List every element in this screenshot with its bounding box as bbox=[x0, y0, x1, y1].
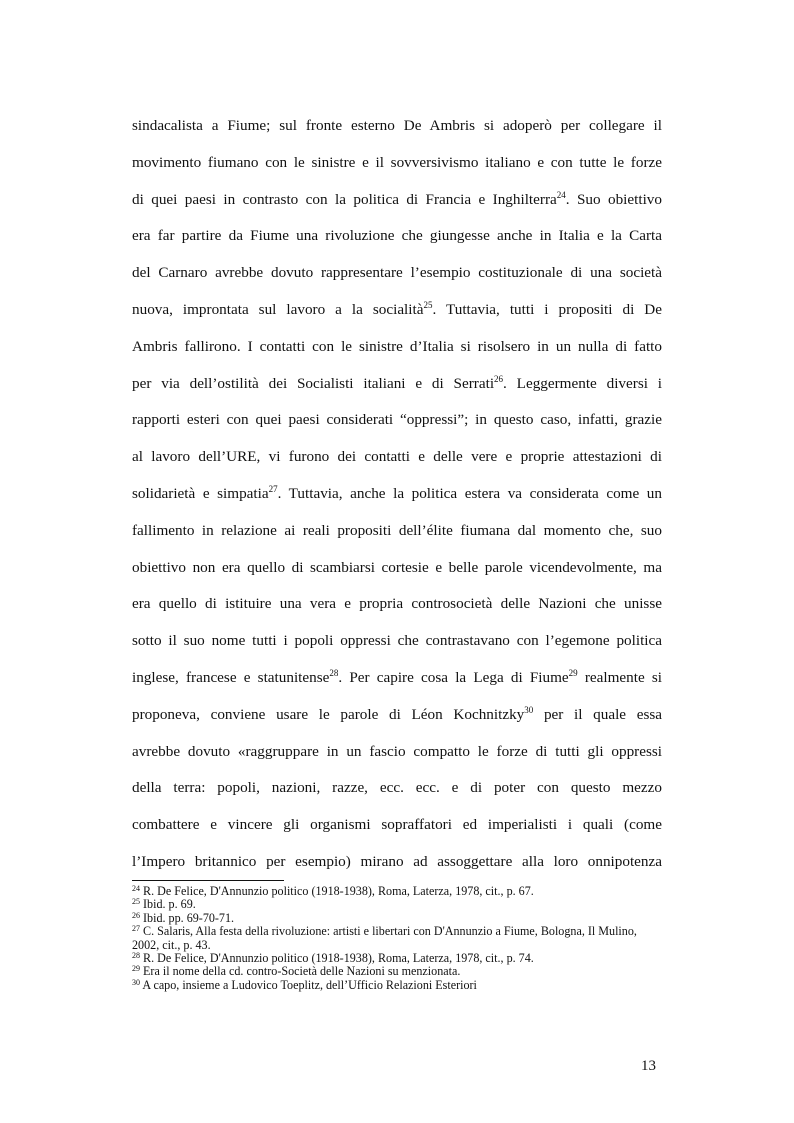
footnote-number: 30 bbox=[132, 977, 140, 987]
line-text: . Tuttavia, tutti i propositi di De bbox=[432, 300, 662, 318]
footnote bbox=[132, 898, 667, 911]
footnote-number: 25 bbox=[132, 897, 140, 907]
line-text: Ambris fallirono. I contatti con le sinistre d’Italia si risolsero in un nulla di fatto bbox=[132, 337, 662, 355]
body-line bbox=[132, 329, 662, 366]
body-line bbox=[132, 734, 662, 771]
line-text: . Tuttavia, anche la politica estera va considerata come un bbox=[277, 484, 662, 502]
footnote bbox=[132, 885, 667, 898]
footnote-separator bbox=[132, 880, 284, 881]
line-text: avrebbe dovuto «raggruppare in un fascio compatto le forze di tutti gli oppressi bbox=[132, 742, 662, 760]
footnote-reference: 25 bbox=[423, 299, 433, 310]
footnote-text: Ibid. pp. 69-70-71. bbox=[140, 910, 235, 925]
line-text: realmente si bbox=[577, 668, 663, 686]
page-number: 13 bbox=[641, 1058, 656, 1074]
line-text: della terra: popoli, nazioni, razze, ecc. ecc. e di poter con questo mezzo bbox=[132, 779, 662, 797]
body-text bbox=[132, 108, 662, 881]
footnotes bbox=[132, 885, 667, 992]
body-line bbox=[132, 439, 662, 476]
line-text: al lavoro dell’URE, vi furono dei contatti e delle vere e proprie attestazioni di bbox=[132, 448, 662, 466]
footnote-number: 26 bbox=[132, 910, 140, 920]
line-text: fallimento in relazione ai reali propositi dell’élite fiumana dal momento che, suo bbox=[132, 521, 662, 539]
body-line bbox=[132, 660, 662, 697]
body-line bbox=[132, 108, 662, 145]
footnote-text: R. De Felice, D'Annunzio politico (1918-1938), Roma, Laterza, 1978, cit., p. 74. bbox=[140, 951, 534, 966]
body-line bbox=[132, 586, 662, 623]
line-text: inglese, francese e statunitense bbox=[132, 668, 330, 686]
footnote-reference: 27 bbox=[268, 483, 278, 494]
footnote-number: 24 bbox=[132, 884, 140, 893]
footnote-reference: 28 bbox=[329, 667, 339, 678]
footnote bbox=[132, 952, 667, 965]
line-text: sotto il suo nome tutti i popoli oppressi che contrastavano con l’egemone politica bbox=[132, 632, 662, 650]
body-line bbox=[132, 770, 662, 807]
line-text: era far partire da Fiume una rivoluzione che giungesse anche in Italia e la Carta bbox=[132, 227, 662, 245]
body-line bbox=[132, 366, 662, 403]
footnote-text: R. De Felice, D'Annunzio politico (1918-1938), Roma, Laterza, 1978, cit., p. 67. bbox=[140, 884, 534, 898]
body-line bbox=[132, 807, 662, 844]
body-line bbox=[132, 402, 662, 439]
body-line bbox=[132, 218, 662, 255]
line-text: . Per capire cosa la Lega di Fiume bbox=[338, 668, 569, 686]
footnote-reference: 29 bbox=[568, 667, 578, 678]
footnote-number: 28 bbox=[132, 951, 140, 961]
body-line bbox=[132, 550, 662, 587]
line-text: . Suo obiettivo bbox=[565, 190, 662, 208]
line-text: sindacalista a Fiume; sul fronte esterno De Ambris si adoperò per collegare il bbox=[132, 117, 662, 134]
body-line bbox=[132, 182, 662, 219]
line-text: nuova, improntata sul lavoro a la socialità bbox=[132, 300, 424, 318]
line-text: proponeva, conviene usare le parole di Léon Kochnitzky bbox=[132, 705, 525, 723]
footnote bbox=[132, 912, 667, 925]
footnote bbox=[132, 925, 667, 952]
line-text: per il quale essa bbox=[533, 705, 663, 723]
footnote-text: Era il nome della cd. contro-Società delle Nazioni su menzionata. bbox=[140, 964, 461, 979]
body-line bbox=[132, 145, 662, 182]
line-text: rapporti esteri con quei paesi considerati “oppressi”; in questo caso, infatti, grazie bbox=[132, 411, 662, 429]
footnote bbox=[132, 965, 667, 978]
footnote-number: 27 bbox=[132, 924, 140, 934]
line-text: solidarietà e simpatia bbox=[132, 484, 269, 502]
body-line bbox=[132, 623, 662, 660]
footnote-number: 29 bbox=[132, 964, 140, 974]
line-text: movimento fiumano con le sinistre e il sovversivismo italiano e con tutte le forze bbox=[132, 153, 662, 171]
line-text: l’Impero britannico per esempio) mirano ad assoggettare alla loro onnipotenza bbox=[132, 852, 662, 870]
line-text: . Leggermente diversi i bbox=[503, 374, 662, 392]
line-text: era quello di istituire una vera e propria controsocietà delle Nazioni che unisse bbox=[132, 595, 662, 613]
body-line bbox=[132, 255, 662, 292]
footnote-text: A capo, insieme a Ludovico Toeplitz, dell’Ufficio Relazioni Esteriori bbox=[140, 977, 477, 992]
line-text: di quei paesi in contrasto con la politica di Francia e Inghilterra bbox=[132, 190, 557, 208]
footnote bbox=[132, 979, 667, 992]
line-text: per via dell’ostilità dei Socialisti italiani e di Serrati bbox=[132, 374, 495, 392]
body-line bbox=[132, 476, 662, 513]
line-text: obiettivo non era quello di scambiarsi cortesie e belle parole vicendevolmente, ma bbox=[132, 558, 662, 576]
footnote-text: Ibid. p. 69. bbox=[140, 897, 196, 912]
body-line bbox=[132, 844, 662, 881]
line-text: combattere e vincere gli organismi sopraffatori ed imperialisti i quali (come bbox=[132, 816, 662, 834]
footnote-reference: 26 bbox=[494, 373, 504, 384]
body-line bbox=[132, 292, 662, 329]
body-line bbox=[132, 513, 662, 550]
footnote-reference: 24 bbox=[556, 189, 566, 200]
footnote-text: C. Salaris, Alla festa della rivoluzione: artisti e libertari con D'Annunzio a Fiume, Bologna, Il Mulino, 2002, cit., p. 43. bbox=[132, 924, 637, 952]
body-line bbox=[132, 697, 662, 734]
footnote-reference: 30 bbox=[524, 704, 534, 715]
line-text: del Carnaro avrebbe dovuto rappresentare l’esempio costituzionale di una società bbox=[132, 264, 662, 282]
